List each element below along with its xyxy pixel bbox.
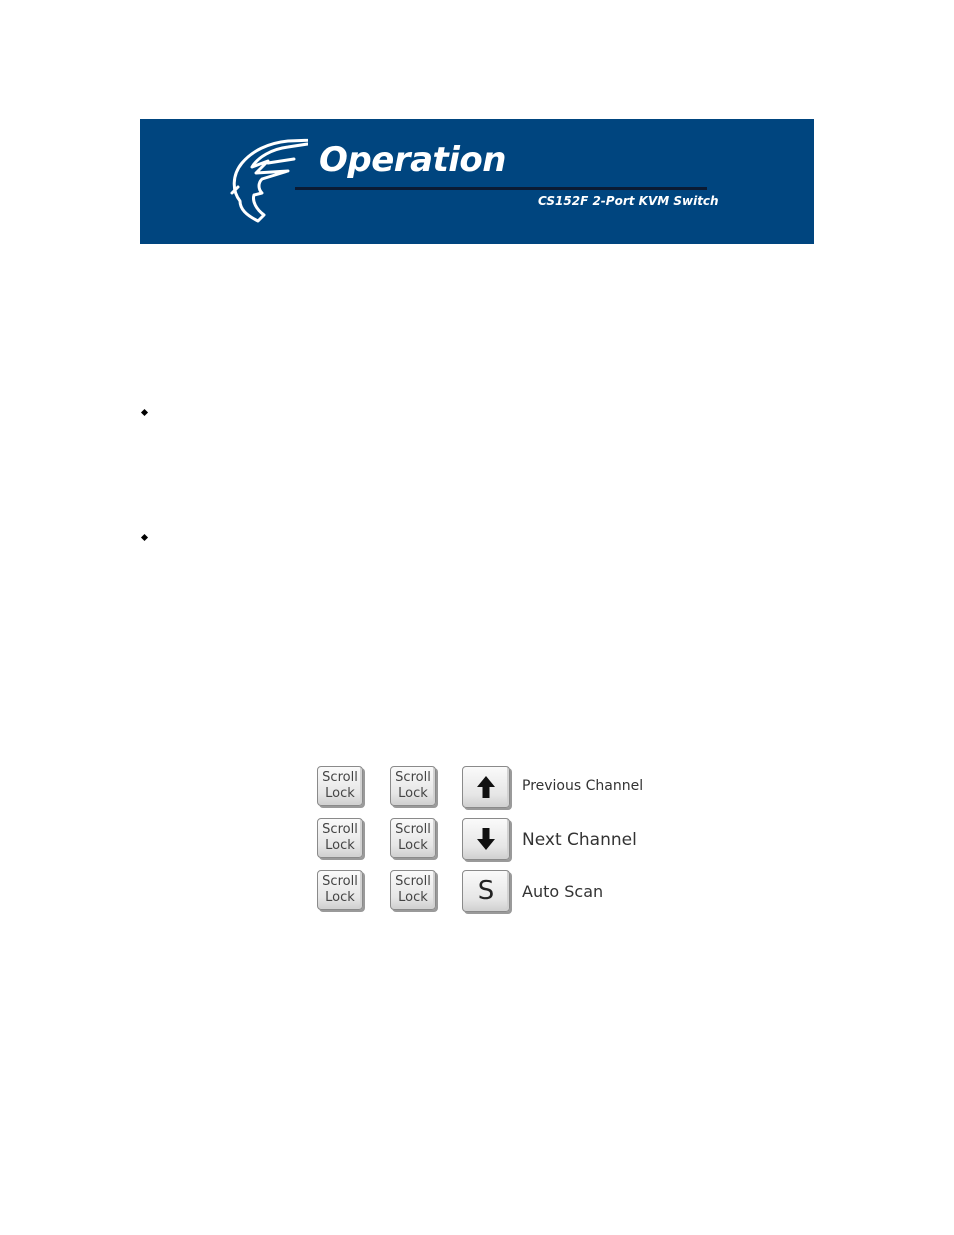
page-subtitle: CS152F 2-Port KVM Switch <box>538 194 719 208</box>
s-key <box>462 870 510 912</box>
header-banner <box>140 119 814 244</box>
hotkey-label-auto-scan: Auto Scan <box>522 882 604 901</box>
eagle-head-icon <box>228 131 308 225</box>
key-label: Scroll <box>322 874 358 889</box>
key-label: Scroll <box>322 822 358 837</box>
up-arrow-key <box>462 766 510 808</box>
scroll-lock-key <box>390 818 436 858</box>
hotkey-row-next-channel <box>316 818 656 862</box>
scroll-lock-key <box>390 870 436 910</box>
key-label: Scroll <box>395 822 431 837</box>
scroll-lock-key <box>317 870 363 910</box>
down-arrow-key <box>462 818 510 860</box>
arrow-down-icon <box>476 827 496 851</box>
scroll-lock-key <box>317 766 363 806</box>
diamond-bullet-icon <box>141 534 148 541</box>
scroll-lock-key <box>390 766 436 806</box>
key-label: Lock <box>325 838 355 853</box>
key-label: Scroll <box>395 770 431 785</box>
key-label: Lock <box>398 786 428 801</box>
hotkey-row-auto-scan <box>316 870 656 914</box>
hotkey-label-previous-channel: Previous Channel <box>522 778 644 794</box>
key-label: Lock <box>398 838 428 853</box>
diamond-bullet-icon <box>141 409 148 416</box>
page-title: Operation <box>319 140 506 180</box>
title-underline <box>295 187 707 190</box>
s-key-label: S <box>477 876 495 906</box>
key-label: Lock <box>325 890 355 905</box>
hotkey-row-previous-channel <box>316 766 656 810</box>
key-label: Scroll <box>395 874 431 889</box>
key-label: Scroll <box>322 770 358 785</box>
key-label: Lock <box>325 786 355 801</box>
hotkey-diagram <box>316 766 656 916</box>
arrow-up-icon <box>476 775 496 799</box>
key-label: Lock <box>398 890 428 905</box>
scroll-lock-key <box>317 818 363 858</box>
hotkey-label-next-channel: Next Channel <box>522 830 637 850</box>
